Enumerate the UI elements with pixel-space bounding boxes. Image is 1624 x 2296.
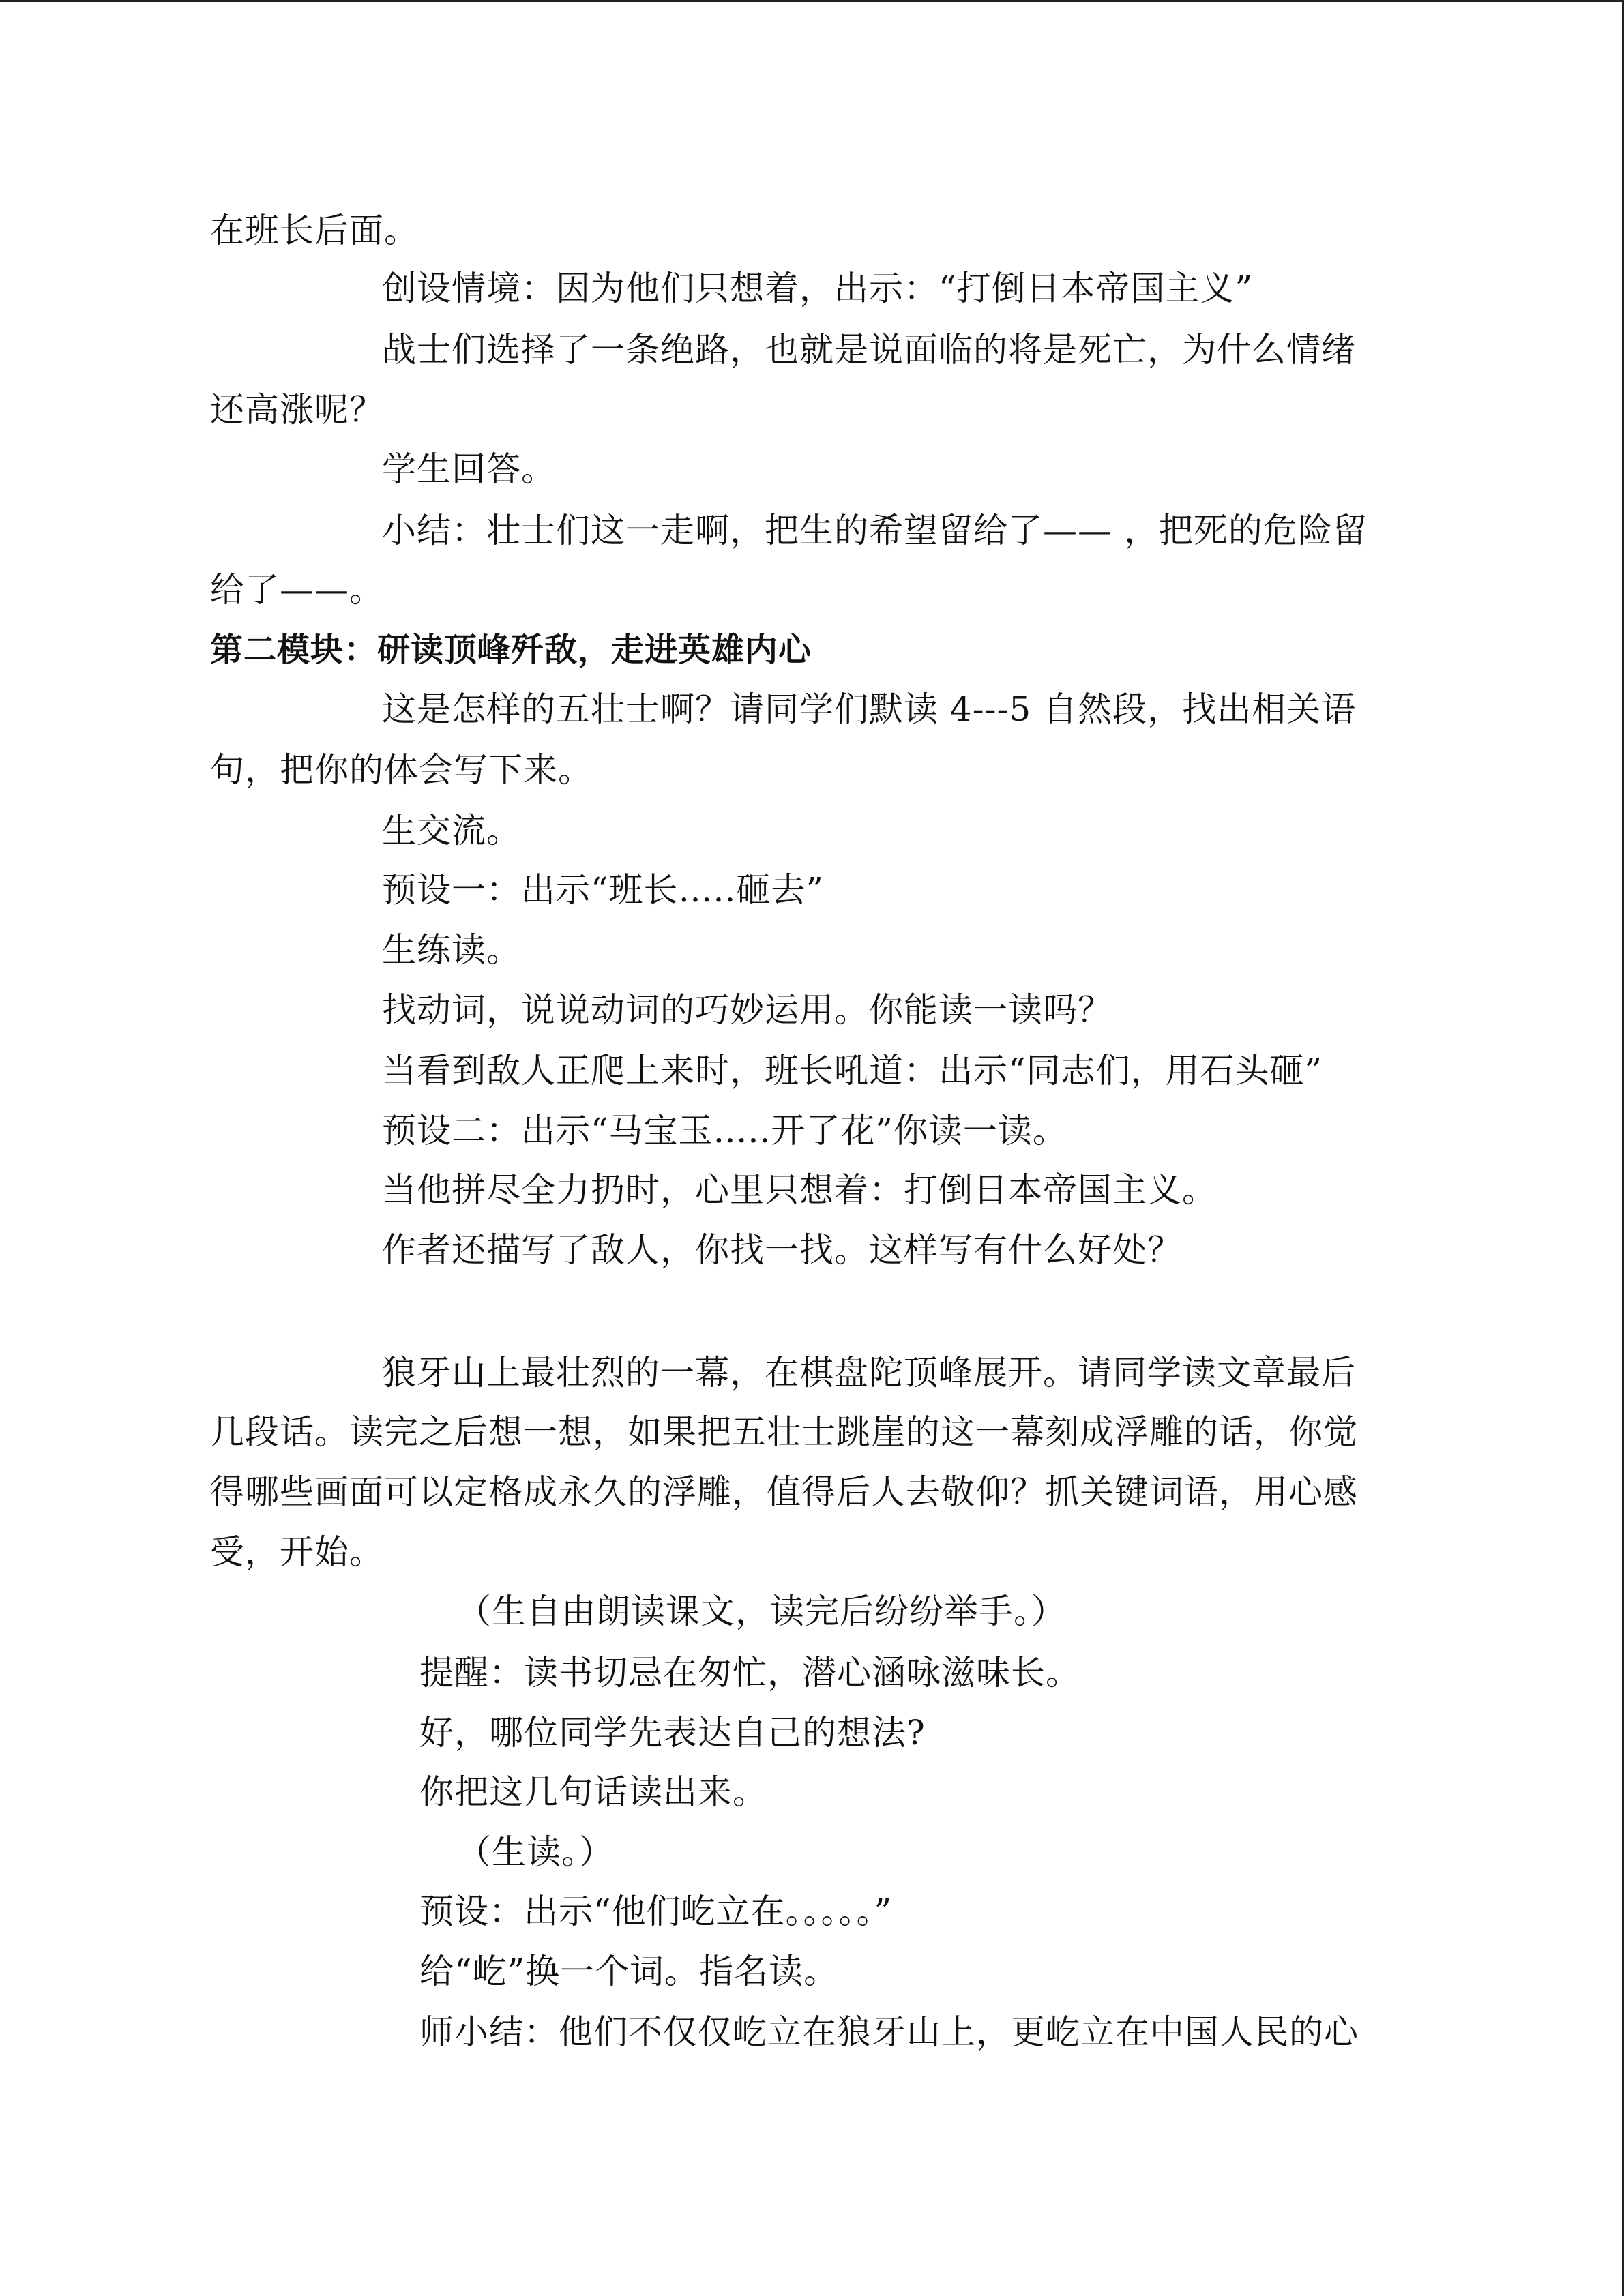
text-line: 当看到敌人正爬上来时，班长吼道：出示“同志们，用石头砸” — [382, 1051, 1323, 1090]
text-line: 狼牙山上最壮烈的一幕，在棋盘陀顶峰展开。请同学读文章最后 — [382, 1353, 1356, 1392]
text-line: 作者还描写了敌人，你找一找。这样写有什么好处？ — [382, 1230, 1182, 1270]
text-line: 师小结：他们不仅仅屹立在狼牙山上，更屹立在中国人民的心 — [419, 2012, 1359, 2052]
text-line: 提醒：读书切忌在匆忙，潜心涵咏滋味长。 — [419, 1653, 1080, 1693]
text-line: 预设：出示“他们屹立在。。。。。” — [419, 1892, 893, 1931]
text-line: 学生回答。 — [382, 449, 556, 489]
text-line: 受，开始。 — [210, 1532, 384, 1572]
text-line: 在班长后面。 — [210, 211, 419, 250]
text-line: 给了——。 — [210, 570, 384, 610]
text-line: 给“屹”换一个词。指名读。 — [419, 1952, 839, 1991]
text-line: （生自由朗读课文，读完后纷纷举手。） — [457, 1592, 1066, 1631]
text-line: 创设情境：因为他们只想着，出示：“打倒日本帝国主义” — [382, 269, 1254, 308]
text-line: 战士们选择了一条绝路，也就是说面临的将是死亡，为什么情绪 — [382, 330, 1356, 370]
text-line: 句，把你的体会写下来。 — [210, 750, 593, 790]
text-line: 几段话。读完之后想一想，如果把五壮士跳崖的这一幕刻成浮雕的话，你觉 — [210, 1412, 1358, 1452]
text-line: 好，哪位同学先表达自己的想法? — [419, 1713, 926, 1753]
section-heading: 第二模块：研读顶峰歼敌，走进英雄内心 — [210, 631, 812, 669]
text-line: 当他拼尽全力扔时，心里只想着：打倒日本帝国主义。 — [382, 1170, 1217, 1210]
text-line: 你把这几句话读出来。 — [419, 1772, 767, 1812]
text-line: 这是怎样的五壮士啊？请同学们默读 4---5 自然段，找出相关语 — [382, 689, 1357, 729]
text-line: （生读。） — [457, 1832, 614, 1872]
text-line: 小结：壮士们这一走啊，把生的希望留给了—— ，把死的危险留 — [382, 511, 1368, 550]
text-line: 找动词，说说动词的巧妙运用。你能读一读吗？ — [382, 990, 1112, 1030]
text-line: 得哪些画面可以定格成永久的浮雕，值得后人去敬仰？抓关键词语，用心感 — [210, 1472, 1358, 1512]
text-line: 还高涨呢？ — [210, 390, 384, 430]
text-line: 生练读。 — [382, 930, 521, 970]
text-line: 生交流。 — [382, 811, 521, 850]
text-line: 预设二：出示“马宝玉…..开了花”你读一读。 — [382, 1111, 1067, 1150]
text-line: 预设一：出示“班长…..砸去” — [382, 870, 824, 910]
